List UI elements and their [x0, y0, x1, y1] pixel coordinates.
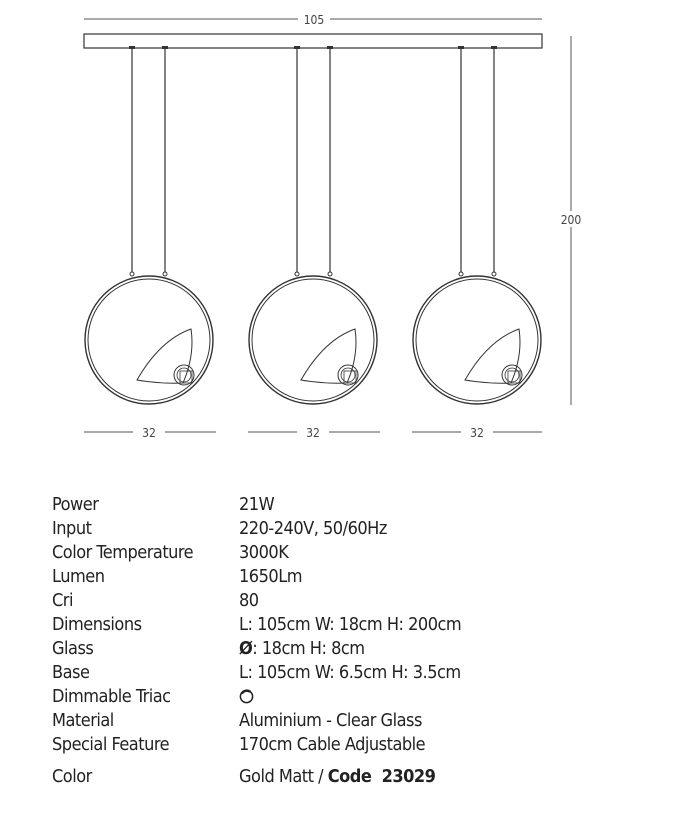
- spec-row-dimensions: [52, 614, 652, 638]
- spec-row-color-temperature: [52, 542, 652, 566]
- spec-label: Lumen: [52, 566, 105, 587]
- spec-row-base: [52, 662, 652, 686]
- spec-label: Special Feature: [52, 734, 170, 755]
- spec-row-special-feature: [52, 734, 652, 758]
- spec-row-input: [52, 518, 652, 542]
- pendant-right: [413, 46, 541, 404]
- spec-row-power: [52, 494, 652, 518]
- spec-value: 1650Lm: [239, 566, 302, 587]
- spec-label: Material: [52, 710, 114, 731]
- spec-value: [239, 686, 254, 707]
- spec-label: Dimmable Triac: [52, 686, 171, 707]
- spec-label: Color Temperature: [52, 542, 194, 563]
- pendant-middle: [249, 46, 377, 404]
- length-dimension-label: 105: [303, 13, 325, 27]
- glass-dimensions: : 18cm H: 8cm: [252, 638, 365, 659]
- diameter-symbol: Ø: [239, 638, 253, 659]
- spec-label: Color: [52, 766, 92, 787]
- spec-label: Dimensions: [52, 614, 142, 635]
- ceiling-base: [84, 34, 542, 48]
- ring-width-label-right: 32: [470, 426, 484, 440]
- dimmable-triac-icon: [239, 689, 254, 704]
- color-separator: /: [313, 766, 328, 787]
- spec-value: 220-240V, 50/60Hz: [239, 518, 387, 539]
- spec-value: L: 105cm W: 6.5cm H: 3.5cm: [239, 662, 461, 683]
- spec-value: 3000K: [239, 542, 289, 563]
- spec-label: Input: [52, 518, 92, 539]
- spec-value: 170cm Cable Adjustable: [239, 734, 426, 755]
- spec-row-dimmable-triac: [52, 686, 652, 710]
- product-code: Code 23029: [327, 766, 436, 787]
- spec-label: Cri: [52, 590, 73, 611]
- pendant-left: [85, 46, 213, 404]
- height-dimension-label: 200: [560, 213, 582, 227]
- ring-width-label-left: 32: [142, 426, 156, 440]
- ring-width-label-middle: 32: [306, 426, 320, 440]
- spec-value: 80: [239, 590, 259, 611]
- spec-label: Power: [52, 494, 99, 515]
- spec-label: Glass: [52, 638, 94, 659]
- spec-value: [239, 638, 365, 659]
- spec-row-glass: [52, 638, 652, 662]
- spec-value: L: 105cm W: 18cm H: 200cm: [239, 614, 462, 635]
- spec-row-cri: [52, 590, 652, 614]
- spec-row-lumen: [52, 566, 652, 590]
- spec-value: Aluminium - Clear Glass: [239, 710, 422, 731]
- spec-value: [239, 766, 435, 787]
- spec-value: 21W: [239, 494, 275, 515]
- spec-row-material: [52, 710, 652, 734]
- color-value: Gold Matt: [239, 766, 314, 787]
- spec-row-color: [52, 766, 652, 790]
- spec-label: Base: [52, 662, 90, 683]
